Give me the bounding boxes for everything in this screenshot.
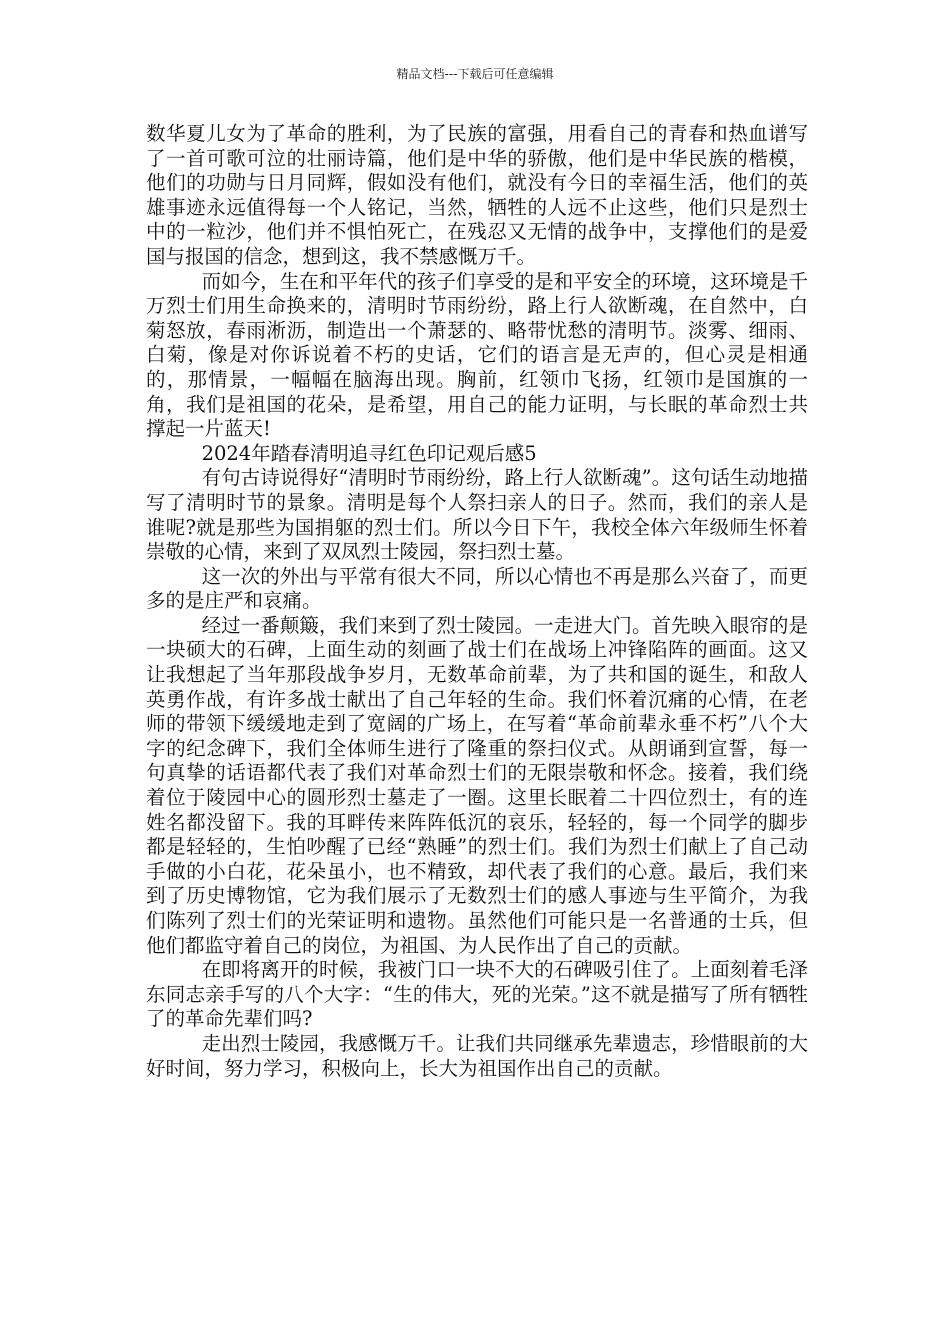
page-header: 精品文档---下载后可任意编辑 [396, 67, 554, 81]
section-title: 2024年踏春清明追寻红色印记观后感5 [201, 441, 537, 465]
paragraph-5: 经过一番颠簸，我们来到了烈士陵园。一走进大门。首先映入眼帘的是一块硕大的石碑，上面生动的刻画了战士们在战场上冲锋陷阵的画面。这又让我想起了当年那段战争岁月，无数革命前辈，为了共和国的诞生，和敌人英勇作战，有许多战士献出了自己年轻的生命。我们怀着沉痛的心情，在老师的带领下缓缓地走到了宽阔的广场上，在写着“革命前辈永垂不朽”八个大字的纪念碑下，我们全体师生进行了隆重的祭扫仪式。从朗诵到宣誓，每一句真挚的话语都代表了我们对革命烈士们的无限崇敬和怀念。接着，我们绕着位于陵园中心的圆形烈士墓走了一圈。这里长眠着二十四位烈士，有的连姓名都没留下。我的耳畔传来阵阵低沉的哀乐，轻轻的，每一个同学的脚步都是轻轻的，生怕吵醒了已经“熟睡”的烈士们。我们为烈士们献上了自己动手做的小白花，花朵虽小，也不精致，却代表了我们的心意。最后，我们来到了历史博物馆，它为我们展示了无数烈士们的感人事迹与生平简介，为我们陈列了烈士们的光荣证明和遗物。虽然他们可能只是一名普通的士兵，但他们都监守着自己的岗位，为祖国、为人民作出了自己的贡献。 [146, 613, 808, 957]
paragraph-7: 走出烈士陵园，我感慨万千。让我们共同继承先辈遗志，珍惜眼前的大好时间，努力学习，积极向上，长大为祖国作出自己的贡献。 [146, 1031, 808, 1080]
paragraph-3: 有句古诗说得好“清明时节雨纷纷，路上行人欲断魂”。这句话生动地描写了清明时节的景象。清明是每个人祭扫亲人的日子。然而，我们的亲人是谁呢?就是那些为国捐躯的烈士们。所以今日下午，我校全体六年级师生怀着崇敬的心情，来到了双凤烈士陵园，祭扫烈士墓。 [146, 466, 808, 564]
document-body [146, 122, 808, 1081]
paragraph-2: 而如今，生在和平年代的孩子们享受的是和平安全的环境，这环境是千万烈士们用生命换来的，清明时节雨纷纷，路上行人欲断魂，在自然中，白菊怒放，春雨淅沥，制造出一个萧瑟的、略带忧愁的清明节。淡雾、细雨、白菊，像是对你诉说着不朽的史话，它们的语言是无声的，但心灵是相通的，那情景，一幅幅在脑海出现。胸前，红领巾飞扬，红领巾是国旗的一角，我们是祖国的花朵，是希望，用自己的能力证明，与长眠的革命烈士共撑起一片蓝天! [146, 269, 808, 441]
paragraph-4: 这一次的外出与平常有很大不同，所以心情也不再是那么兴奋了，而更多的是庄严和哀痛。 [146, 564, 808, 613]
paragraph-1: 数华夏儿女为了革命的胜利，为了民族的富强，用看自己的青春和热血谱写了一首可歌可泣的壮丽诗篇，他们是中华的骄傲，他们是中华民族的楷模，他们的功勋与日月同辉，假如没有他们，就没有今日的幸福生活，他们的英雄事迹永远值得每一个人铭记，当然，牺牲的人远不止这些，他们只是烈士中的一粒沙，他们并不惧怕死亡，在残忍又无情的战争中，支撑他们的是爱国与报国的信念，想到这，我不禁感慨万千。 [146, 122, 808, 268]
paragraph-6: 在即将离开的时候，我被门口一块不大的石碑吸引住了。上面刻着毛泽东同志亲手写的八个大字：“生的伟大，死的光荣。”这不就是描写了所有牺牲了的革命先辈们吗? [146, 958, 808, 1031]
